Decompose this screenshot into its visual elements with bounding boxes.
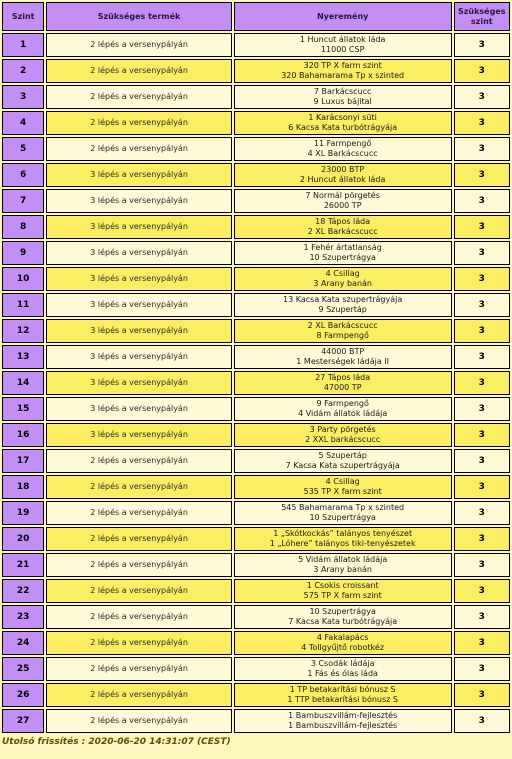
table-row xyxy=(2,293,510,317)
table-row xyxy=(2,345,510,369)
table-row xyxy=(2,371,510,395)
reward-cell xyxy=(234,241,452,265)
table-row xyxy=(2,267,510,291)
needed-level-cell: 3 xyxy=(454,709,510,733)
reward-cell xyxy=(234,371,452,395)
reward-line-2: 2 Huncut állatok láda xyxy=(299,175,386,184)
needed-level-cell: 3 xyxy=(454,319,510,343)
table-row xyxy=(2,631,510,655)
reward-cell xyxy=(234,423,452,447)
header-needed-level: Szükséges szint xyxy=(454,2,510,31)
table-row xyxy=(2,527,510,551)
reward-cell xyxy=(234,605,452,629)
reward-line-2: 9 Szupertáp xyxy=(318,305,367,314)
reward-line-1: 1 Fehér ártatlanság xyxy=(303,243,382,252)
level-cell: 4 xyxy=(2,111,44,135)
requirement-cell: 2 lépés a versenypályán xyxy=(46,449,231,473)
header-requirement: Szükséges termék xyxy=(46,2,231,31)
table-row xyxy=(2,501,510,525)
requirement-cell: 2 lépés a versenypályán xyxy=(46,605,231,629)
reward-line-2: 2 XXL barkácscucc xyxy=(305,435,381,444)
reward-line-1: 320 TP X farm szint xyxy=(303,61,382,70)
needed-level-cell: 3 xyxy=(454,371,510,395)
reward-cell xyxy=(234,631,452,655)
requirement-cell: 3 lépés a versenypályán xyxy=(46,267,231,291)
reward-line-2: 4 XL Barkácscucc xyxy=(307,149,378,158)
requirement-cell: 2 lépés a versenypályán xyxy=(46,553,231,577)
reward-line-1: 4 Fakalapács xyxy=(316,633,369,642)
level-cell: 27 xyxy=(2,709,44,733)
reward-line-2: 8 Farmpengő xyxy=(316,331,369,340)
reward-cell xyxy=(234,189,452,213)
reward-line-1: 9 Farmpengő xyxy=(316,399,369,408)
table-row xyxy=(2,59,510,83)
table-row xyxy=(2,319,510,343)
requirement-cell: 3 lépés a versenypályán xyxy=(46,215,231,239)
table-row xyxy=(2,449,510,473)
requirement-cell: 2 lépés a versenypályán xyxy=(46,59,231,83)
requirement-cell: 2 lépés a versenypályán xyxy=(46,631,231,655)
last-updated: Utolsó frissítés : 2020-06-20 14:31:07 (CEST) xyxy=(2,737,231,747)
reward-line-1: 3 Party pörgetés xyxy=(309,425,376,434)
requirement-cell: 2 lépés a versenypályán xyxy=(46,501,231,525)
requirement-cell: 2 lépés a versenypályán xyxy=(46,111,231,135)
level-cell: 24 xyxy=(2,631,44,655)
needed-level-cell: 3 xyxy=(454,189,510,213)
level-cell: 9 xyxy=(2,241,44,265)
reward-line-1: 1 Bambuszvillám-fejlesztés xyxy=(288,711,398,720)
needed-level-cell: 3 xyxy=(454,657,510,681)
level-cell: 8 xyxy=(2,215,44,239)
reward-cell xyxy=(234,111,452,135)
reward-line-2: 10 Szupertrágya xyxy=(309,513,376,522)
requirement-cell: 3 lépés a versenypályán xyxy=(46,423,231,447)
requirement-cell: 3 lépés a versenypályán xyxy=(46,293,231,317)
needed-level-cell: 3 xyxy=(454,33,510,57)
reward-line-1: 1 Csokis croissant xyxy=(306,581,379,590)
reward-cell xyxy=(234,449,452,473)
reward-cell xyxy=(234,345,452,369)
level-cell: 2 xyxy=(2,59,44,83)
level-cell: 16 xyxy=(2,423,44,447)
reward-line-2: 2 XL Barkácscucc xyxy=(307,227,378,236)
reward-line-2: 1 Mesterségek ládája II xyxy=(296,357,390,366)
reward-line-1: 1 Karácsonyi süti xyxy=(308,113,377,122)
reward-line-2: 26000 TP xyxy=(323,201,362,210)
table-row xyxy=(2,605,510,629)
reward-cell xyxy=(234,527,452,551)
level-cell: 12 xyxy=(2,319,44,343)
table-row xyxy=(2,709,510,733)
needed-level-cell: 3 xyxy=(454,579,510,603)
requirement-cell: 3 lépés a versenypályán xyxy=(46,163,231,187)
reward-line-2: 11000 CSP xyxy=(320,45,365,54)
table-row xyxy=(2,657,510,681)
reward-line-1: 44000 BTP xyxy=(321,347,365,356)
requirement-cell: 2 lépés a versenypályán xyxy=(46,709,231,733)
reward-cell xyxy=(234,397,452,421)
level-cell: 20 xyxy=(2,527,44,551)
reward-line-2: 320 Bahamarama Tp x szinted xyxy=(281,71,405,80)
requirement-cell: 3 lépés a versenypályán xyxy=(46,371,231,395)
reward-line-2: 6 Kacsa Kata turbótrágyája xyxy=(288,123,398,132)
requirement-cell: 3 lépés a versenypályán xyxy=(46,397,231,421)
level-cell: 21 xyxy=(2,553,44,577)
reward-cell xyxy=(234,85,452,109)
reward-line-1: 4 Csillag xyxy=(325,477,360,486)
reward-cell xyxy=(234,319,452,343)
reward-line-2: 535 TP X farm szint xyxy=(303,487,382,496)
reward-line-2: 1 „Lóhere” talányos tiki-tenyészetek xyxy=(269,539,416,548)
reward-line-2: 10 Szupertrágya xyxy=(309,253,376,262)
reward-line-2: 1 Fás és ólas láda xyxy=(307,669,378,678)
level-cell: 22 xyxy=(2,579,44,603)
level-cell: 6 xyxy=(2,163,44,187)
table-row xyxy=(2,553,510,577)
level-cell: 5 xyxy=(2,137,44,161)
reward-cell xyxy=(234,709,452,733)
requirement-cell: 2 lépés a versenypályán xyxy=(46,33,231,57)
requirement-cell: 2 lépés a versenypályán xyxy=(46,657,231,681)
reward-line-1: 5 Szupertáp xyxy=(318,451,367,460)
reward-line-1: 27 Tápos láda xyxy=(315,373,371,382)
reward-cell xyxy=(234,293,452,317)
requirement-cell: 3 lépés a versenypályán xyxy=(46,319,231,343)
table-row xyxy=(2,475,510,499)
needed-level-cell: 3 xyxy=(454,449,510,473)
level-cell: 17 xyxy=(2,449,44,473)
needed-level-cell: 3 xyxy=(454,475,510,499)
level-cell: 1 xyxy=(2,33,44,57)
table-row xyxy=(2,683,510,707)
needed-level-cell: 3 xyxy=(454,215,510,239)
needed-level-cell: 3 xyxy=(454,59,510,83)
level-cell: 13 xyxy=(2,345,44,369)
needed-level-cell: 3 xyxy=(454,397,510,421)
reward-line-1: 545 Bahamarama Tp x szinted xyxy=(281,503,405,512)
reward-cell xyxy=(234,501,452,525)
level-cell: 3 xyxy=(2,85,44,109)
requirement-cell: 2 lépés a versenypályán xyxy=(46,579,231,603)
level-cell: 14 xyxy=(2,371,44,395)
reward-cell xyxy=(234,137,452,161)
requirement-cell: 2 lépés a versenypályán xyxy=(46,527,231,551)
requirement-cell: 3 lépés a versenypályán xyxy=(46,241,231,265)
level-cell: 15 xyxy=(2,397,44,421)
reward-cell xyxy=(234,475,452,499)
reward-line-1: 4 Csillag xyxy=(325,269,360,278)
needed-level-cell: 3 xyxy=(454,423,510,447)
reward-line-2: 4 Vidám állatok ládája xyxy=(298,409,388,418)
reward-line-2: 3 Arany banán xyxy=(313,565,372,574)
table-row xyxy=(2,85,510,109)
reward-line-1: 1 Huncut állatok láda xyxy=(299,35,386,44)
needed-level-cell: 3 xyxy=(454,85,510,109)
table-row xyxy=(2,423,510,447)
level-cell: 10 xyxy=(2,267,44,291)
needed-level-cell: 3 xyxy=(454,293,510,317)
table-header-row xyxy=(2,2,510,31)
reward-line-1: 18 Tápos láda xyxy=(315,217,371,226)
table-row xyxy=(2,579,510,603)
header-reward: Nyeremény xyxy=(234,2,452,31)
reward-cell xyxy=(234,579,452,603)
reward-line-2: 1 TTP betakarítási bónusz S xyxy=(287,695,398,704)
table-body xyxy=(2,33,510,733)
needed-level-cell: 3 xyxy=(454,137,510,161)
requirement-cell: 2 lépés a versenypályán xyxy=(46,683,231,707)
needed-level-cell: 3 xyxy=(454,241,510,265)
reward-cell xyxy=(234,267,452,291)
table-row xyxy=(2,189,510,213)
needed-level-cell: 3 xyxy=(454,163,510,187)
needed-level-cell: 3 xyxy=(454,631,510,655)
reward-cell xyxy=(234,553,452,577)
table-row xyxy=(2,241,510,265)
needed-level-cell: 3 xyxy=(454,111,510,135)
reward-cell xyxy=(234,683,452,707)
reward-line-2: 47000 TP xyxy=(323,383,362,392)
level-cell: 7 xyxy=(2,189,44,213)
reward-line-1: 7 Barkácscucc xyxy=(313,87,372,96)
table-row xyxy=(2,397,510,421)
needed-level-cell: 3 xyxy=(454,605,510,629)
reward-line-1: 1 TP betakarítási bónusz S xyxy=(289,685,396,694)
reward-line-1: 5 Vidám állatok ládája xyxy=(298,555,388,564)
needed-level-cell: 3 xyxy=(454,683,510,707)
reward-line-2: 7 Kacsa Kata turbótrágyája xyxy=(288,617,398,626)
table-row xyxy=(2,163,510,187)
reward-cell xyxy=(234,657,452,681)
requirement-cell: 2 lépés a versenypályán xyxy=(46,475,231,499)
needed-level-cell: 3 xyxy=(454,501,510,525)
reward-line-1: 2 XL Barkácscucc xyxy=(307,321,378,330)
table-row xyxy=(2,111,510,135)
table-row xyxy=(2,33,510,57)
requirement-cell: 3 lépés a versenypályán xyxy=(46,189,231,213)
reward-line-1: 23000 BTP xyxy=(321,165,365,174)
needed-level-cell: 3 xyxy=(454,553,510,577)
reward-line-2: 9 Luxus bájital xyxy=(313,97,372,106)
level-cell: 25 xyxy=(2,657,44,681)
table-row xyxy=(2,137,510,161)
level-cell: 18 xyxy=(2,475,44,499)
level-cell: 11 xyxy=(2,293,44,317)
reward-line-1: 13 Kacsa Kata szupertrágyája xyxy=(283,295,403,304)
reward-cell xyxy=(234,33,452,57)
level-cell: 23 xyxy=(2,605,44,629)
reward-cell xyxy=(234,59,452,83)
reward-cell xyxy=(234,163,452,187)
requirement-cell: 3 lépés a versenypályán xyxy=(46,345,231,369)
needed-level-cell: 3 xyxy=(454,345,510,369)
needed-level-cell: 3 xyxy=(454,267,510,291)
header-level: Szint xyxy=(2,2,44,31)
reward-cell xyxy=(234,215,452,239)
needed-level-cell: 3 xyxy=(454,527,510,551)
reward-line-1: 11 Farmpengő xyxy=(313,139,372,148)
reward-line-1: 10 Szupertrágya xyxy=(309,607,376,616)
reward-line-2: 7 Kacsa Kata szupertrágyája xyxy=(285,461,400,470)
level-cell: 19 xyxy=(2,501,44,525)
requirement-cell: 2 lépés a versenypályán xyxy=(46,85,231,109)
requirement-cell: 2 lépés a versenypályán xyxy=(46,137,231,161)
reward-line-2: 575 TP X farm szint xyxy=(303,591,382,600)
reward-line-2: 4 Tollgyűjtő robotkéz xyxy=(301,643,385,652)
reward-line-1: 3 Csodák ládája xyxy=(310,659,375,668)
reward-line-1: 1 „Skótkockás” talányos tenyészet xyxy=(273,529,413,538)
level-cell: 26 xyxy=(2,683,44,707)
reward-line-1: 7 Normál pörgetés xyxy=(305,191,380,200)
table-row xyxy=(2,215,510,239)
reward-line-2: 1 Bambuszvillám-fejlesztés xyxy=(288,721,398,730)
reward-line-2: 3 Arany banán xyxy=(313,279,372,288)
